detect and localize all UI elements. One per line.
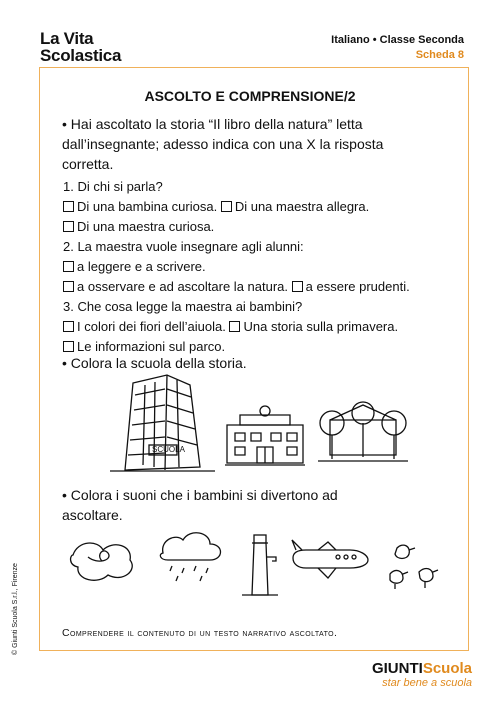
answer-label: Di una maestra allegra. — [234, 199, 370, 214]
birds-icon[interactable] — [385, 540, 445, 590]
answer-line — [63, 317, 410, 337]
answer-checkbox[interactable] — [63, 221, 74, 232]
brand-name — [372, 660, 472, 677]
task-colour-sounds — [62, 485, 338, 525]
answer-checkbox[interactable] — [63, 261, 74, 272]
brand-name-1: GIUNTI — [371, 660, 423, 677]
answer-label: Una storia sulla primavera. — [243, 319, 399, 334]
intro-line: • Hai ascoltato la storia “Il libro della natura” letta — [62, 116, 363, 132]
school-sign: SCUOLA — [152, 445, 185, 454]
answer-label: a osservare e ad ascoltare la natura. — [77, 279, 289, 294]
wind-icon[interactable] — [68, 535, 138, 585]
brand-name-2: Scuola — [422, 660, 472, 677]
rain-cloud-icon[interactable] — [158, 528, 228, 583]
answer-checkbox[interactable] — [63, 341, 74, 352]
task-line: • Colora i suoni che i bambini si divertono ad — [62, 487, 338, 503]
sheet-label: Scheda 8 — [415, 49, 464, 61]
intro-line: dall’insegnante; adesso indica con una X la risposta — [62, 136, 384, 152]
answer-checkbox[interactable] — [229, 321, 240, 332]
brand-tagline: star bene a scuola — [382, 677, 472, 689]
school-tower-drawing[interactable] — [105, 375, 215, 475]
footer-objective: Comprendere il contenuto di un testo narrativo ascoltato. — [62, 627, 338, 639]
answer-checkbox[interactable] — [221, 201, 232, 212]
subject-label: Italiano • Classe Seconda — [331, 34, 464, 46]
answer-line — [63, 257, 410, 277]
task-colour-school: • Colora la scuola della storia. — [62, 355, 247, 371]
logo — [40, 30, 121, 64]
answer-line — [63, 197, 410, 217]
worksheet-title: ASCOLTO E COMPRENSIONE/2 — [144, 88, 356, 104]
school-trees-drawing[interactable] — [318, 395, 408, 467]
answer-label: Le informazioni sul parco. — [77, 339, 226, 354]
intro-text — [62, 114, 383, 174]
header-right — [331, 33, 464, 63]
fountain-icon[interactable] — [240, 535, 280, 600]
airplane-icon[interactable] — [288, 540, 370, 580]
question-2: 2. La maestra vuole insegnare agli alunni: — [63, 239, 304, 254]
answer-checkbox[interactable] — [292, 281, 303, 292]
answer-checkbox[interactable] — [63, 281, 74, 292]
questions — [63, 177, 410, 357]
answer-label: Di una maestra curiosa. — [77, 219, 215, 234]
answer-checkbox[interactable] — [63, 201, 74, 212]
copyright: © Giunti Scuola S.r.l., Firenze — [12, 563, 19, 655]
logo-line2: Scolastica — [40, 46, 122, 65]
publisher-brand — [372, 660, 472, 689]
answer-label: a leggere e a scrivere. — [77, 259, 206, 274]
question-1: 1. Di chi si parla? — [63, 179, 163, 194]
task-line: ascoltare. — [62, 507, 123, 523]
answer-label: Di una bambina curiosa. — [77, 199, 218, 214]
question-3: 3. Che cosa legge la maestra ai bambini? — [63, 299, 303, 314]
answer-label: I colori dei fiori dell’aiuola. — [77, 319, 226, 334]
intro-line: corretta. — [62, 156, 114, 172]
school-clock-drawing[interactable] — [225, 405, 305, 467]
answer-line — [63, 277, 410, 297]
answer-line — [63, 217, 410, 237]
logo-line1: La Vita — [40, 29, 94, 48]
answer-checkbox[interactable] — [63, 321, 74, 332]
answer-label: a essere prudenti. — [305, 279, 410, 294]
